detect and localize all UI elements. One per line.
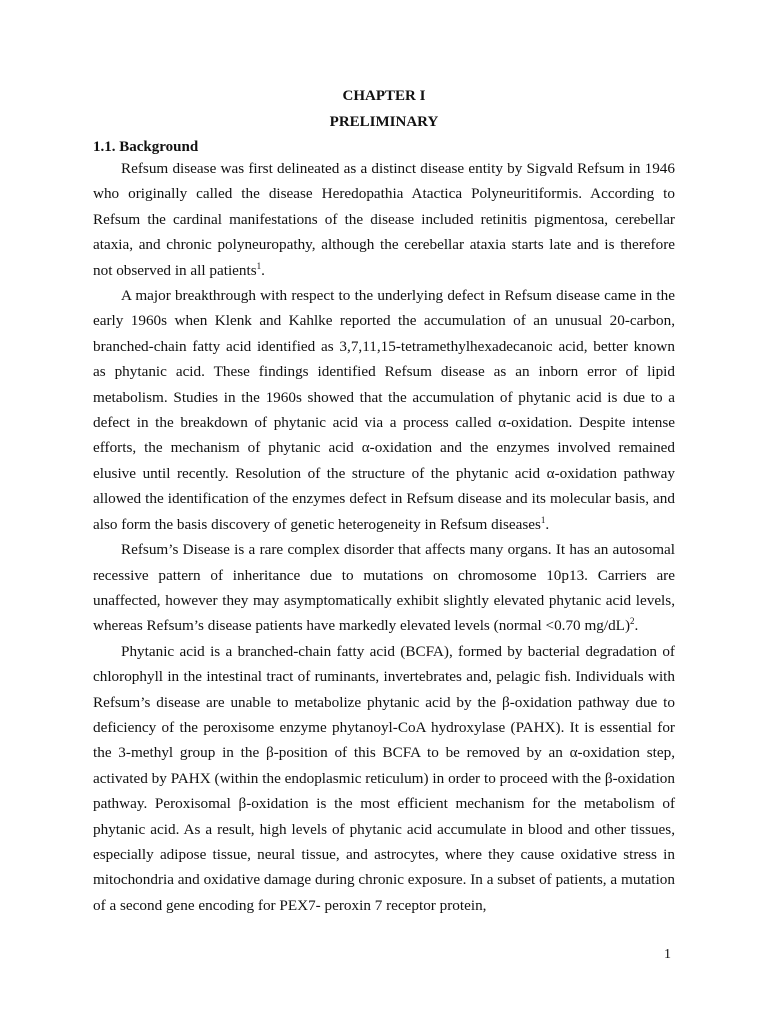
reference-marker: 2 [630, 616, 635, 627]
section-heading: 1.1. Background [93, 139, 199, 155]
paragraph-text: Phytanic acid is a branched-chain fatty acid (BCFA), formed by bacterial degradation of chlorophyll in the intestinal tract of ruminants, invertebrates and, pelagic fish. Individuals with Refsum’s disease are unable to metabolize phytanic acid by the β-oxidation pathway due to deficiency of the peroxisome enzyme phytanoyl-CoA hydroxylase (PAHX). It is essential for the 3-methyl group in the β-position of this BCFA to be removed by an α-oxidation step, activated by PAHX (within the endoplasmic reticulum) in order to proceed with the β-oxidation pathway. Peroxisomal β-oxidation is the most efficient mechanism for the metabolism of phytanic acid. As a result, high levels of phytanic acid accumulate in blood and other tissues, especially adipose tissue, neural tissue, and astrocytes, where they cause oxidative stress in mitochondria and oxidative damage during chronic exposure. In a subset of patients, a mutation of a second gene encoding for PEX7- peroxin 7 receptor protein, [93, 642, 675, 914]
reference-marker: 1 [540, 514, 546, 525]
paragraph [93, 156, 675, 283]
paragraph-text: Refsum’s Disease is a rare complex disorder that affects many organs. It has an autosomal recessive pattern of inheritance due to mutations on chromosome 10p13. Carriers are unaffected, however they may asymptomatically exhibit slightly elevated phytanic acid levels, whereas Refsum’s disease patients have markedly elevated levels (normal <0.70 mg/dL) [93, 541, 675, 635]
paragraph [93, 639, 675, 918]
paragraph-tail: . [545, 515, 550, 533]
reference-marker: 1 [256, 260, 262, 271]
paragraph [93, 283, 675, 537]
paragraph-text: Refsum disease was first delineated as a distinct disease entity by Sigvald Refsum in 1946 who originally called the disease Heredopathia Atactica Polyneuritiformis. According to Refsum the cardinal manifestations of the disease included retinitis pigmentosa, cerebellar ataxia, and chronic polyneuropathy, although the cerebellar ataxia starts late and is therefore not observed in all patients [93, 160, 675, 279]
paragraph-tail: . [634, 617, 639, 635]
paragraph-tail: . [261, 261, 265, 279]
chapter-title: CHAPTER I [342, 88, 426, 104]
paragraph-text: A major breakthrough with respect to the underlying defect in Refsum disease came in the early 1960s when Klenk and Kahlke reported the accumulation of an unusual 20-carbon, branched-chain fatty acid identified as 3,7,11,15-tetramethylhexadecanoic acid, better known as phytanic acid. These findings identified Refsum disease as an inborn error of lipid metabolism. Studies in the 1960s showed that the accumulation of phytanic acid is due to a defect in the breakdown of phytanic acid via a process called α-oxidation. Despite intense efforts, the mechanism of phytanic acid α-oxidation and the enzymes involved remained elusive until recently. Resolution of the structure of the phytanic acid α-oxidation pathway allowed the identification of the enzymes defect in Refsum disease and its molecular basis, and also form the basis discovery of genetic heterogeneity in Refsum diseases [93, 287, 675, 533]
paragraph [93, 537, 675, 639]
body-text [93, 156, 675, 918]
chapter-subtitle: PRELIMINARY [329, 114, 439, 130]
page-number: 1 [664, 947, 671, 962]
